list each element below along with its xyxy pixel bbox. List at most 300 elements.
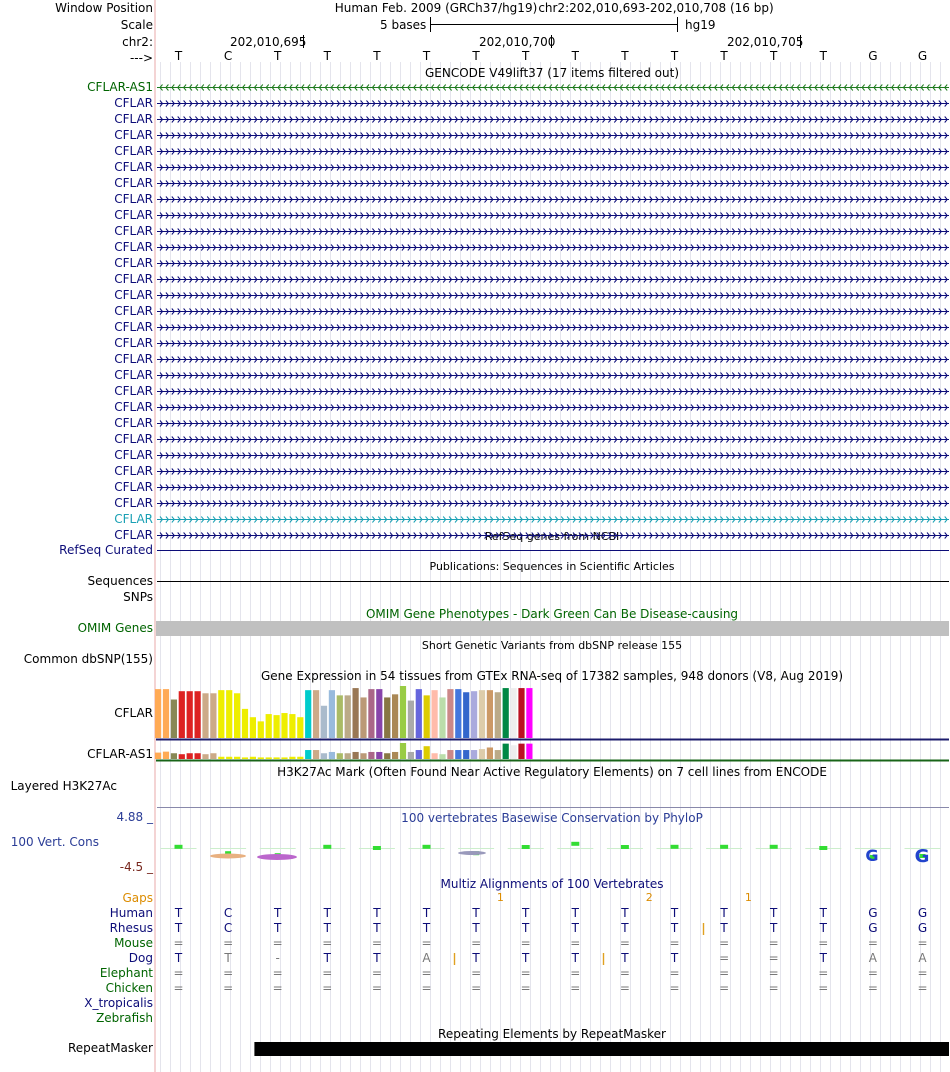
aligned-base: T [174, 906, 183, 920]
h3k27ac-label[interactable]: Layered H3K27Ac [10, 779, 117, 793]
sequence-base: G [868, 49, 878, 63]
gtex-bar [258, 757, 264, 759]
gtex-bar [202, 754, 208, 759]
phylop-mark [175, 845, 183, 849]
aligned-base: = [322, 936, 333, 950]
species-label[interactable]: Chicken [105, 981, 153, 995]
gtex-bar [345, 695, 351, 738]
sequence-base: T [720, 49, 728, 63]
repeatmasker-track-title[interactable]: Repeating Elements by RepeatMasker [438, 1027, 666, 1041]
aligned-base: T [522, 921, 530, 935]
species-label[interactable]: X_tropicalis [84, 996, 153, 1010]
gtex-bar [526, 688, 532, 738]
gtex-bar [368, 689, 374, 738]
aligned-base: T [819, 921, 827, 935]
aligned-base: G [917, 906, 928, 920]
gtex-bar [305, 750, 311, 759]
gaps-label: Gaps [122, 891, 153, 905]
multiz-track-title[interactable]: Multiz Alignments of 100 Vertebrates [440, 877, 664, 891]
gtex-bar [526, 744, 532, 759]
gtex-bar [234, 757, 240, 759]
aligned-base: = [421, 966, 432, 980]
aligned-base: = [867, 981, 878, 995]
gtex-bar [360, 753, 366, 759]
sequence-base: T [670, 49, 679, 63]
scale-text: 5 bases [380, 18, 427, 32]
sequence-base: T [472, 49, 480, 63]
assembly-title: Human Feb. 2009 (GRCh37/hg19) [334, 1, 538, 15]
gtex-bar [163, 689, 169, 738]
aligned-base: = [768, 981, 779, 995]
aligned-base: T [621, 906, 629, 920]
gtex-bar [210, 693, 216, 738]
aligned-base: T [472, 906, 480, 920]
aligned-base: T [770, 921, 778, 935]
aligned-base: T [224, 951, 232, 965]
gene-label[interactable]: CFLAR [114, 224, 153, 238]
sequence-base: T [323, 49, 331, 63]
aligned-base: T [323, 951, 331, 965]
aligned-base: = [917, 936, 928, 950]
gtex-cflar-as1-label[interactable]: CFLAR-AS1 [87, 747, 153, 761]
species-label[interactable]: Rhesus [109, 921, 153, 935]
gene-label[interactable]: CFLAR [114, 272, 153, 286]
aligned-base: A [918, 951, 927, 965]
sequence-base: T [621, 49, 629, 63]
strand-label: ---> [129, 51, 153, 65]
gtex-bar-chart [155, 686, 949, 761]
aligned-base: T [522, 906, 530, 920]
aligned-base: T [571, 906, 579, 920]
phylop-mark [423, 845, 431, 849]
gtex-bar [463, 750, 469, 759]
gtex-bar [353, 752, 359, 759]
aligned-base: T [174, 921, 183, 935]
aligned-base: = [867, 936, 878, 950]
gene-label[interactable]: CFLAR [114, 112, 153, 126]
gtex-bar [289, 714, 295, 738]
aligned-base: = [421, 981, 432, 995]
aligned-base: = [719, 966, 730, 980]
gtex-bar [400, 686, 406, 738]
aligned-base: T [720, 921, 728, 935]
gtex-bar [195, 753, 201, 759]
sequence-base: C [223, 49, 233, 63]
gene-label[interactable]: CFLAR [114, 496, 153, 510]
repeatmasker-label[interactable]: RepeatMasker [67, 1041, 153, 1055]
aligned-base: C [223, 921, 233, 935]
gtex-bar [376, 752, 382, 759]
aligned-base: T [819, 951, 827, 965]
phylop-mark [323, 845, 331, 849]
aligned-base: = [173, 966, 184, 980]
ruler-tick-label: 202,010,695 [230, 35, 307, 49]
ruler-tick-label: 202,010,700 [479, 35, 556, 49]
gtex-bar [463, 692, 469, 738]
gtex-bar [179, 754, 185, 759]
phylop-label[interactable]: 100 Vert. Cons [10, 835, 99, 849]
gene-label[interactable]: CFLAR [114, 128, 153, 142]
gene-label[interactable]: CFLAR [114, 96, 153, 110]
sequence-base: T [522, 49, 530, 63]
gtex-bar [321, 753, 327, 759]
sequence-base: T [819, 49, 827, 63]
species-label[interactable]: Mouse [114, 936, 153, 950]
gtex-bar [416, 689, 422, 738]
aligned-base: T [323, 921, 331, 935]
gap-count: 2 [645, 891, 653, 904]
phylop-mark [671, 845, 679, 849]
gtex-bar [471, 691, 477, 738]
aligned-base: = [223, 966, 234, 980]
gene-label[interactable]: CFLAR [114, 304, 153, 318]
gtex-bar [503, 744, 509, 759]
repeatmasker-element [254, 1042, 949, 1056]
aligned-base: = [272, 936, 283, 950]
aligned-base: = [669, 966, 680, 980]
phylop-mark [373, 846, 381, 850]
gtex-bar [337, 753, 343, 759]
omim-track-title[interactable]: OMIM Gene Phenotypes - Dark Green Can Be Disease-causing [365, 607, 739, 621]
aligned-base: T [819, 906, 827, 920]
gene-label[interactable]: CFLAR [114, 176, 153, 190]
aligned-base: = [570, 966, 581, 980]
gene-label[interactable]: CFLAR [114, 464, 153, 478]
gtex-bar [234, 693, 240, 738]
gtex-bar [432, 753, 438, 759]
aligned-base: = [421, 936, 432, 950]
gtex-bar [258, 721, 264, 738]
aligned-base: = [719, 981, 730, 995]
aligned-base: A [422, 951, 431, 965]
gtex-bar [400, 743, 406, 759]
aligned-base: T [274, 921, 282, 935]
phylop-max-value: 4.88 _ [116, 810, 153, 824]
gtex-bar [439, 697, 445, 738]
gene-label[interactable]: CFLAR [114, 368, 153, 382]
aligned-base: T [670, 951, 679, 965]
gtex-bar [353, 688, 359, 738]
aligned-base: = [322, 981, 333, 995]
gtex-bar [226, 757, 232, 759]
chromosome-label: chr2: [122, 35, 153, 49]
sequence-base: T [274, 49, 282, 63]
gtex-bar [155, 753, 161, 759]
gtex-bar [408, 701, 414, 738]
phylop-logo-letter: G [914, 846, 930, 867]
publications-track-title[interactable]: Publications: Sequences in Scientific Articles [429, 560, 675, 573]
gtex-bar [518, 744, 524, 759]
gene-label[interactable]: CFLAR [114, 160, 153, 174]
aligned-base: = [669, 981, 680, 995]
dbsnp-label[interactable]: Common dbSNP(155) [23, 652, 153, 666]
gtex-bar [479, 690, 485, 738]
aligned-base: = [619, 966, 630, 980]
gene-label[interactable]: CFLAR [114, 288, 153, 302]
phylop-mark [720, 845, 728, 849]
gtex-bar [250, 717, 256, 738]
gtex-bar [210, 753, 216, 759]
aligned-base: T [323, 906, 331, 920]
refseq-label[interactable]: RefSeq Curated [59, 543, 153, 557]
gene-label[interactable]: CFLAR [114, 432, 153, 446]
gencode-track-title[interactable]: GENCODE V49lift37 (17 items filtered out) [424, 66, 680, 80]
gtex-bar [424, 746, 430, 759]
species-label[interactable]: Human [109, 906, 153, 920]
gene-label[interactable]: CFLAR [114, 192, 153, 206]
aligned-base: T [522, 951, 530, 965]
gene-label[interactable]: CFLAR [114, 240, 153, 254]
window-position-label: Window Position [55, 1, 153, 15]
gtex-bar [195, 691, 201, 738]
aligned-base: T [472, 951, 480, 965]
gtex-bar [384, 697, 390, 738]
scale-label: Scale [120, 18, 153, 32]
gtex-bar [455, 750, 461, 759]
gene-label[interactable]: CFLAR [114, 480, 153, 494]
gtex-bar [281, 713, 287, 738]
gtex-bar [416, 750, 422, 759]
gtex-bar [266, 757, 272, 759]
species-label[interactable]: Elephant [99, 966, 153, 980]
aligned-base: = [471, 981, 482, 995]
phylop-logo-mark [210, 854, 246, 859]
gtex-bar [487, 690, 493, 738]
gtex-bar [274, 757, 280, 759]
aligned-base: = [570, 936, 581, 950]
gtex-bar [360, 697, 366, 738]
aligned-base: T [373, 951, 381, 965]
sequence-base: T [422, 49, 431, 63]
gtex-track-title[interactable]: Gene Expression in 54 tissues from GTEx RNA-seq of 17382 samples, 948 donors (V8, Aug 2019) [260, 669, 844, 683]
h3k27ac-track-title[interactable]: H3K27Ac Mark (Often Found Near Active Regulatory Elements) on 7 cell lines from ENCODE [277, 765, 827, 779]
gap-count: 1 [496, 891, 504, 904]
gene-label[interactable]: CFLAR [114, 384, 153, 398]
gtex-bar [495, 750, 501, 759]
aligned-base: = [917, 981, 928, 995]
sequence-base: T [373, 49, 381, 63]
gene-label[interactable]: CFLAR [114, 320, 153, 334]
aligned-base: = [570, 981, 581, 995]
gene-label[interactable]: CFLAR [114, 416, 153, 430]
aligned-base: = [520, 936, 531, 950]
aligned-base: = [768, 966, 779, 980]
gtex-bar [432, 690, 438, 738]
gtex-bar [392, 694, 398, 738]
gene-label[interactable]: CFLAR [114, 352, 153, 366]
gtex-bar [495, 692, 501, 738]
gtex-bar [305, 690, 311, 738]
aligned-base: = [272, 966, 283, 980]
gtex-bar [313, 750, 319, 759]
gtex-bar [171, 753, 177, 759]
gtex-bar [384, 753, 390, 759]
gtex-bar [408, 752, 414, 759]
species-label[interactable]: Dog [128, 951, 153, 965]
gtex-bar [242, 757, 248, 759]
gtex-bar [376, 689, 382, 738]
aligned-base: = [768, 951, 779, 965]
aligned-base: T [670, 906, 679, 920]
gtex-bar [297, 717, 303, 738]
gtex-bar [266, 714, 272, 738]
aligned-base: = [272, 981, 283, 995]
aligned-base: T [472, 921, 480, 935]
gene-label[interactable]: CFLAR [114, 512, 153, 526]
gtex-bar [337, 695, 343, 738]
ruler-tick-label: 202,010,705 [727, 35, 804, 49]
gtex-bar [187, 691, 193, 738]
refseq-track-title[interactable]: RefSeq genes from NCBI [484, 530, 620, 543]
gtex-bar [297, 757, 303, 759]
aligned-base: T [422, 921, 431, 935]
aligned-base: T [422, 906, 431, 920]
aligned-base: = [768, 936, 779, 950]
aligned-base: G [868, 921, 878, 935]
gtex-bar [392, 752, 398, 759]
aligned-base: = [471, 966, 482, 980]
aligned-base: = [223, 936, 234, 950]
gene-label[interactable]: CFLAR [114, 336, 153, 350]
aligned-base: T [274, 906, 282, 920]
gtex-bar [479, 749, 485, 759]
phylop-min-value: -4.5 _ [119, 860, 153, 874]
aligned-base: T [621, 951, 629, 965]
gene-label[interactable]: CFLAR [114, 448, 153, 462]
gtex-bar [202, 693, 208, 738]
snps-label[interactable]: SNPs [123, 590, 153, 604]
sequence-base: G [917, 49, 928, 63]
phylop-plot [161, 842, 941, 867]
aligned-base: T [373, 906, 381, 920]
gtex-bar [163, 752, 169, 759]
aligned-base: = [818, 936, 829, 950]
gtex-bar [503, 688, 509, 738]
position-readout: chr2:202,010,693-202,010,708 (16 bp) [538, 1, 774, 15]
gtex-bar [171, 700, 177, 738]
gtex-bar [511, 688, 517, 738]
phylop-track-title[interactable]: 100 vertebrates Basewise Conservation by PhyloP [401, 811, 703, 825]
aligned-base: T [373, 921, 381, 935]
gtex-bar [447, 689, 453, 738]
phylop-mark [819, 846, 827, 850]
phylop-logo-mark [458, 851, 486, 855]
gene-label[interactable]: CFLAR [114, 528, 153, 542]
aligned-base: = [371, 936, 382, 950]
gtex-bar [281, 757, 287, 759]
db-name: hg19 [685, 18, 716, 32]
aligned-base: = [917, 966, 928, 980]
sequence-base: T [571, 49, 579, 63]
gtex-bar [518, 688, 524, 738]
gtex-bar [242, 709, 248, 738]
aligned-base: G [917, 921, 928, 935]
aligned-base: = [471, 936, 482, 950]
aligned-base: T [621, 921, 629, 935]
aligned-base: = [173, 981, 184, 995]
aligned-base: T [670, 921, 679, 935]
phylop-mark [522, 845, 530, 849]
gtex-bar [439, 754, 445, 759]
aligned-base: = [719, 936, 730, 950]
aligned-base: A [868, 951, 877, 965]
gtex-bar [368, 752, 374, 759]
aligned-base: = [818, 966, 829, 980]
gene-label[interactable]: CFLAR-AS1 [87, 80, 153, 94]
gtex-bar [329, 752, 335, 759]
aligned-base: = [223, 981, 234, 995]
aligned-base: - [275, 951, 280, 965]
sequence-base: T [174, 49, 183, 63]
gtex-bar [455, 689, 461, 738]
aligned-base: = [719, 951, 730, 965]
species-label[interactable]: Zebrafish [96, 1011, 153, 1025]
aligned-base: = [867, 966, 878, 980]
phylop-logo-mark [257, 854, 297, 860]
aligned-base: G [868, 906, 878, 920]
gtex-bar [187, 753, 193, 759]
gene-label[interactable]: CFLAR [114, 400, 153, 414]
aligned-base: = [371, 981, 382, 995]
gtex-bar [511, 745, 517, 759]
omim-gene-bar [156, 621, 949, 636]
gtex-bar [226, 690, 232, 738]
gene-label[interactable]: CFLAR [114, 256, 153, 270]
publications-label[interactable]: Sequences [87, 574, 153, 588]
gtex-bar [274, 715, 280, 738]
gene-label[interactable]: CFLAR [114, 144, 153, 158]
gtex-bar [424, 695, 430, 738]
aligned-base: = [520, 966, 531, 980]
gene-label[interactable]: CFLAR [114, 208, 153, 222]
aligned-base: T [571, 921, 579, 935]
phylop-logo-letter: G [865, 846, 879, 865]
phylop-mark [621, 845, 629, 849]
gtex-bar [447, 750, 453, 759]
omim-label[interactable]: OMIM Genes [77, 621, 153, 635]
dbsnp-track-title[interactable]: Short Genetic Variants from dbSNP release 155 [421, 639, 683, 652]
aligned-base: = [173, 936, 184, 950]
gtex-bar [218, 757, 224, 759]
gtex-bar [313, 690, 319, 738]
gtex-cflar-label[interactable]: CFLAR [114, 706, 153, 720]
gap-count: 1 [744, 891, 752, 904]
gtex-bar [218, 690, 224, 738]
aligned-base: T [571, 951, 579, 965]
gtex-bar [345, 753, 351, 759]
phylop-mark [571, 842, 579, 846]
gtex-bar [321, 706, 327, 738]
aligned-base: T [770, 906, 778, 920]
gtex-bar [471, 750, 477, 759]
aligned-base: = [322, 966, 333, 980]
gtex-bar [289, 757, 295, 759]
phylop-mark [770, 845, 778, 849]
gtex-bar [155, 689, 161, 738]
gtex-bar [329, 690, 335, 738]
aligned-base: = [619, 936, 630, 950]
gtex-bar [179, 691, 185, 738]
aligned-base: T [174, 951, 183, 965]
aligned-base: = [520, 981, 531, 995]
aligned-base: = [818, 981, 829, 995]
aligned-base: T [720, 906, 728, 920]
sequence-base: T [770, 49, 778, 63]
aligned-base: = [371, 966, 382, 980]
gtex-bar [250, 757, 256, 759]
gtex-bar [487, 747, 493, 759]
aligned-base: = [619, 981, 630, 995]
